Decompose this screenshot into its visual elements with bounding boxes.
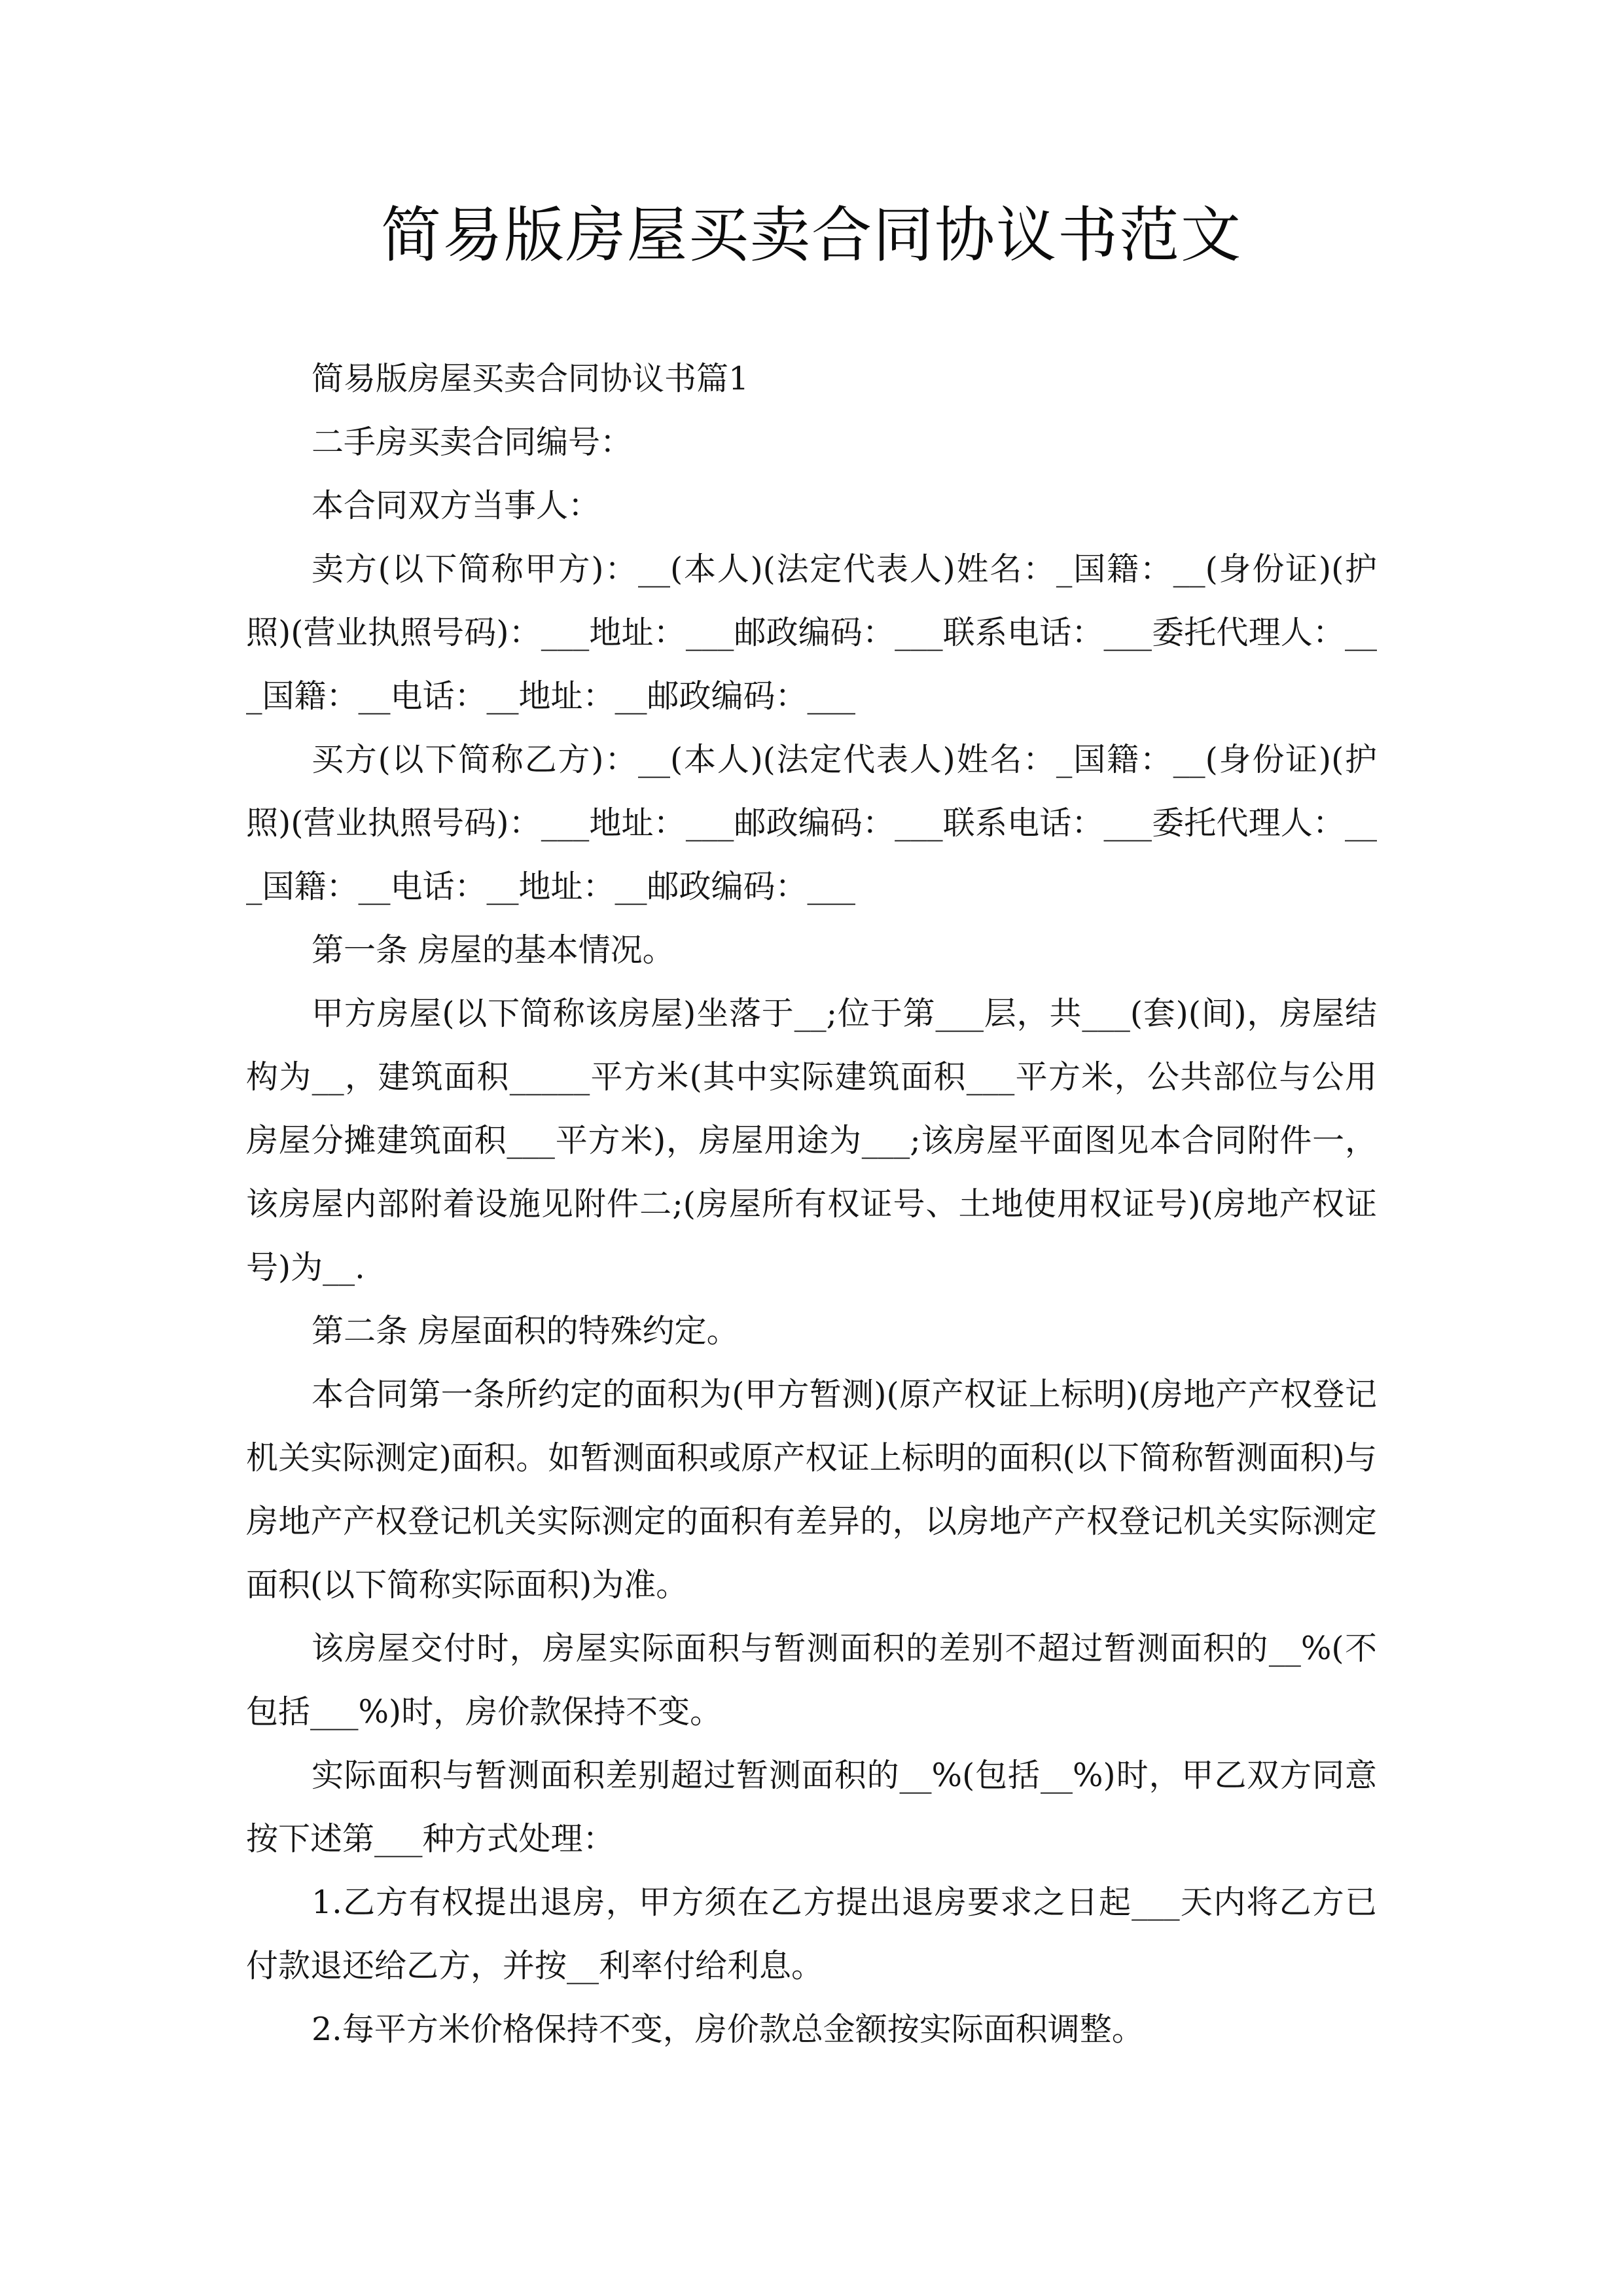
document-body [246,347,1377,2061]
seller-info-paragraph: 卖方(以下简称甲方)：__(本人)(法定代表人)姓名：_国籍：__(身份证)(护照)(营业执照号码)：___地址：___邮政编码：___联系电话：___委托代理人：___国籍：__电话：__地址：__邮政编码：___ [246,550,1377,715]
section-heading: 简易版房屋买卖合同协议书篇1 [312,360,749,397]
article-2-heading: 第二条 房屋面积的特殊约定。 [312,1312,739,1350]
area-excess-paragraph: 实际面积与暂测面积差别超过暂测面积的__%(包括__%)时，甲乙双方同意按下述第___种方式处理： [246,1757,1377,1857]
contract-number-line: 二手房买卖合同编号： [312,423,633,461]
area-tolerance-paragraph: 该房屋交付时，房屋实际面积与暂测面积的差别不超过暂测面积的__%(不包括___%)时，房价款保持不变。 [246,1630,1377,1731]
article-1-heading: 第一条 房屋的基本情况。 [312,931,675,969]
option-2-paragraph: 2.每平方米价格保持不变，房价款总金额按实际面积调整。 [312,2011,1144,2048]
document-title: 简易版房屋买卖合同协议书范文 [380,200,1242,270]
option-1-paragraph: 1.乙方有权提出退房，甲方须在乙方提出退房要求之日起___天内将乙方已付款退还给乙方，并按__利率付给利息。 [246,1884,1377,1984]
article-1-paragraph: 甲方房屋(以下简称该房屋)坐落于__;位于第___层，共___(套)(间)，房屋结构为__，建筑面积_____平方米(其中实际建筑面积___平方米，公共部位与公用房屋分摊建筑面积___平方米)，房屋用途为___;该房屋平面图见本合同附件一，该房屋内部附着设施见附件二;(房屋所有权证号、土地使用权证号)(房地产权证号)为__. [246,995,1377,1286]
parties-heading: 本合同双方当事人： [312,487,601,524]
article-2-paragraph: 本合同第一条所约定的面积为(甲方暂测)(原产权证上标明)(房地产产权登记机关实际测定)面积。如暂测面积或原产权证上标明的面积(以下简称暂测面积)与房地产产权登记机关实际测定的面积有差异的，以房地产产权登记机关实际测定面积(以下简称实际面积)为准。 [246,1376,1377,1604]
buyer-info-paragraph: 买方(以下简称乙方)：__(本人)(法定代表人)姓名：_国籍：__(身份证)(护照)(营业执照号码)：___地址：___邮政编码：___联系电话：___委托代理人：___国籍：__电话：__地址：__邮政编码：___ [246,741,1377,905]
